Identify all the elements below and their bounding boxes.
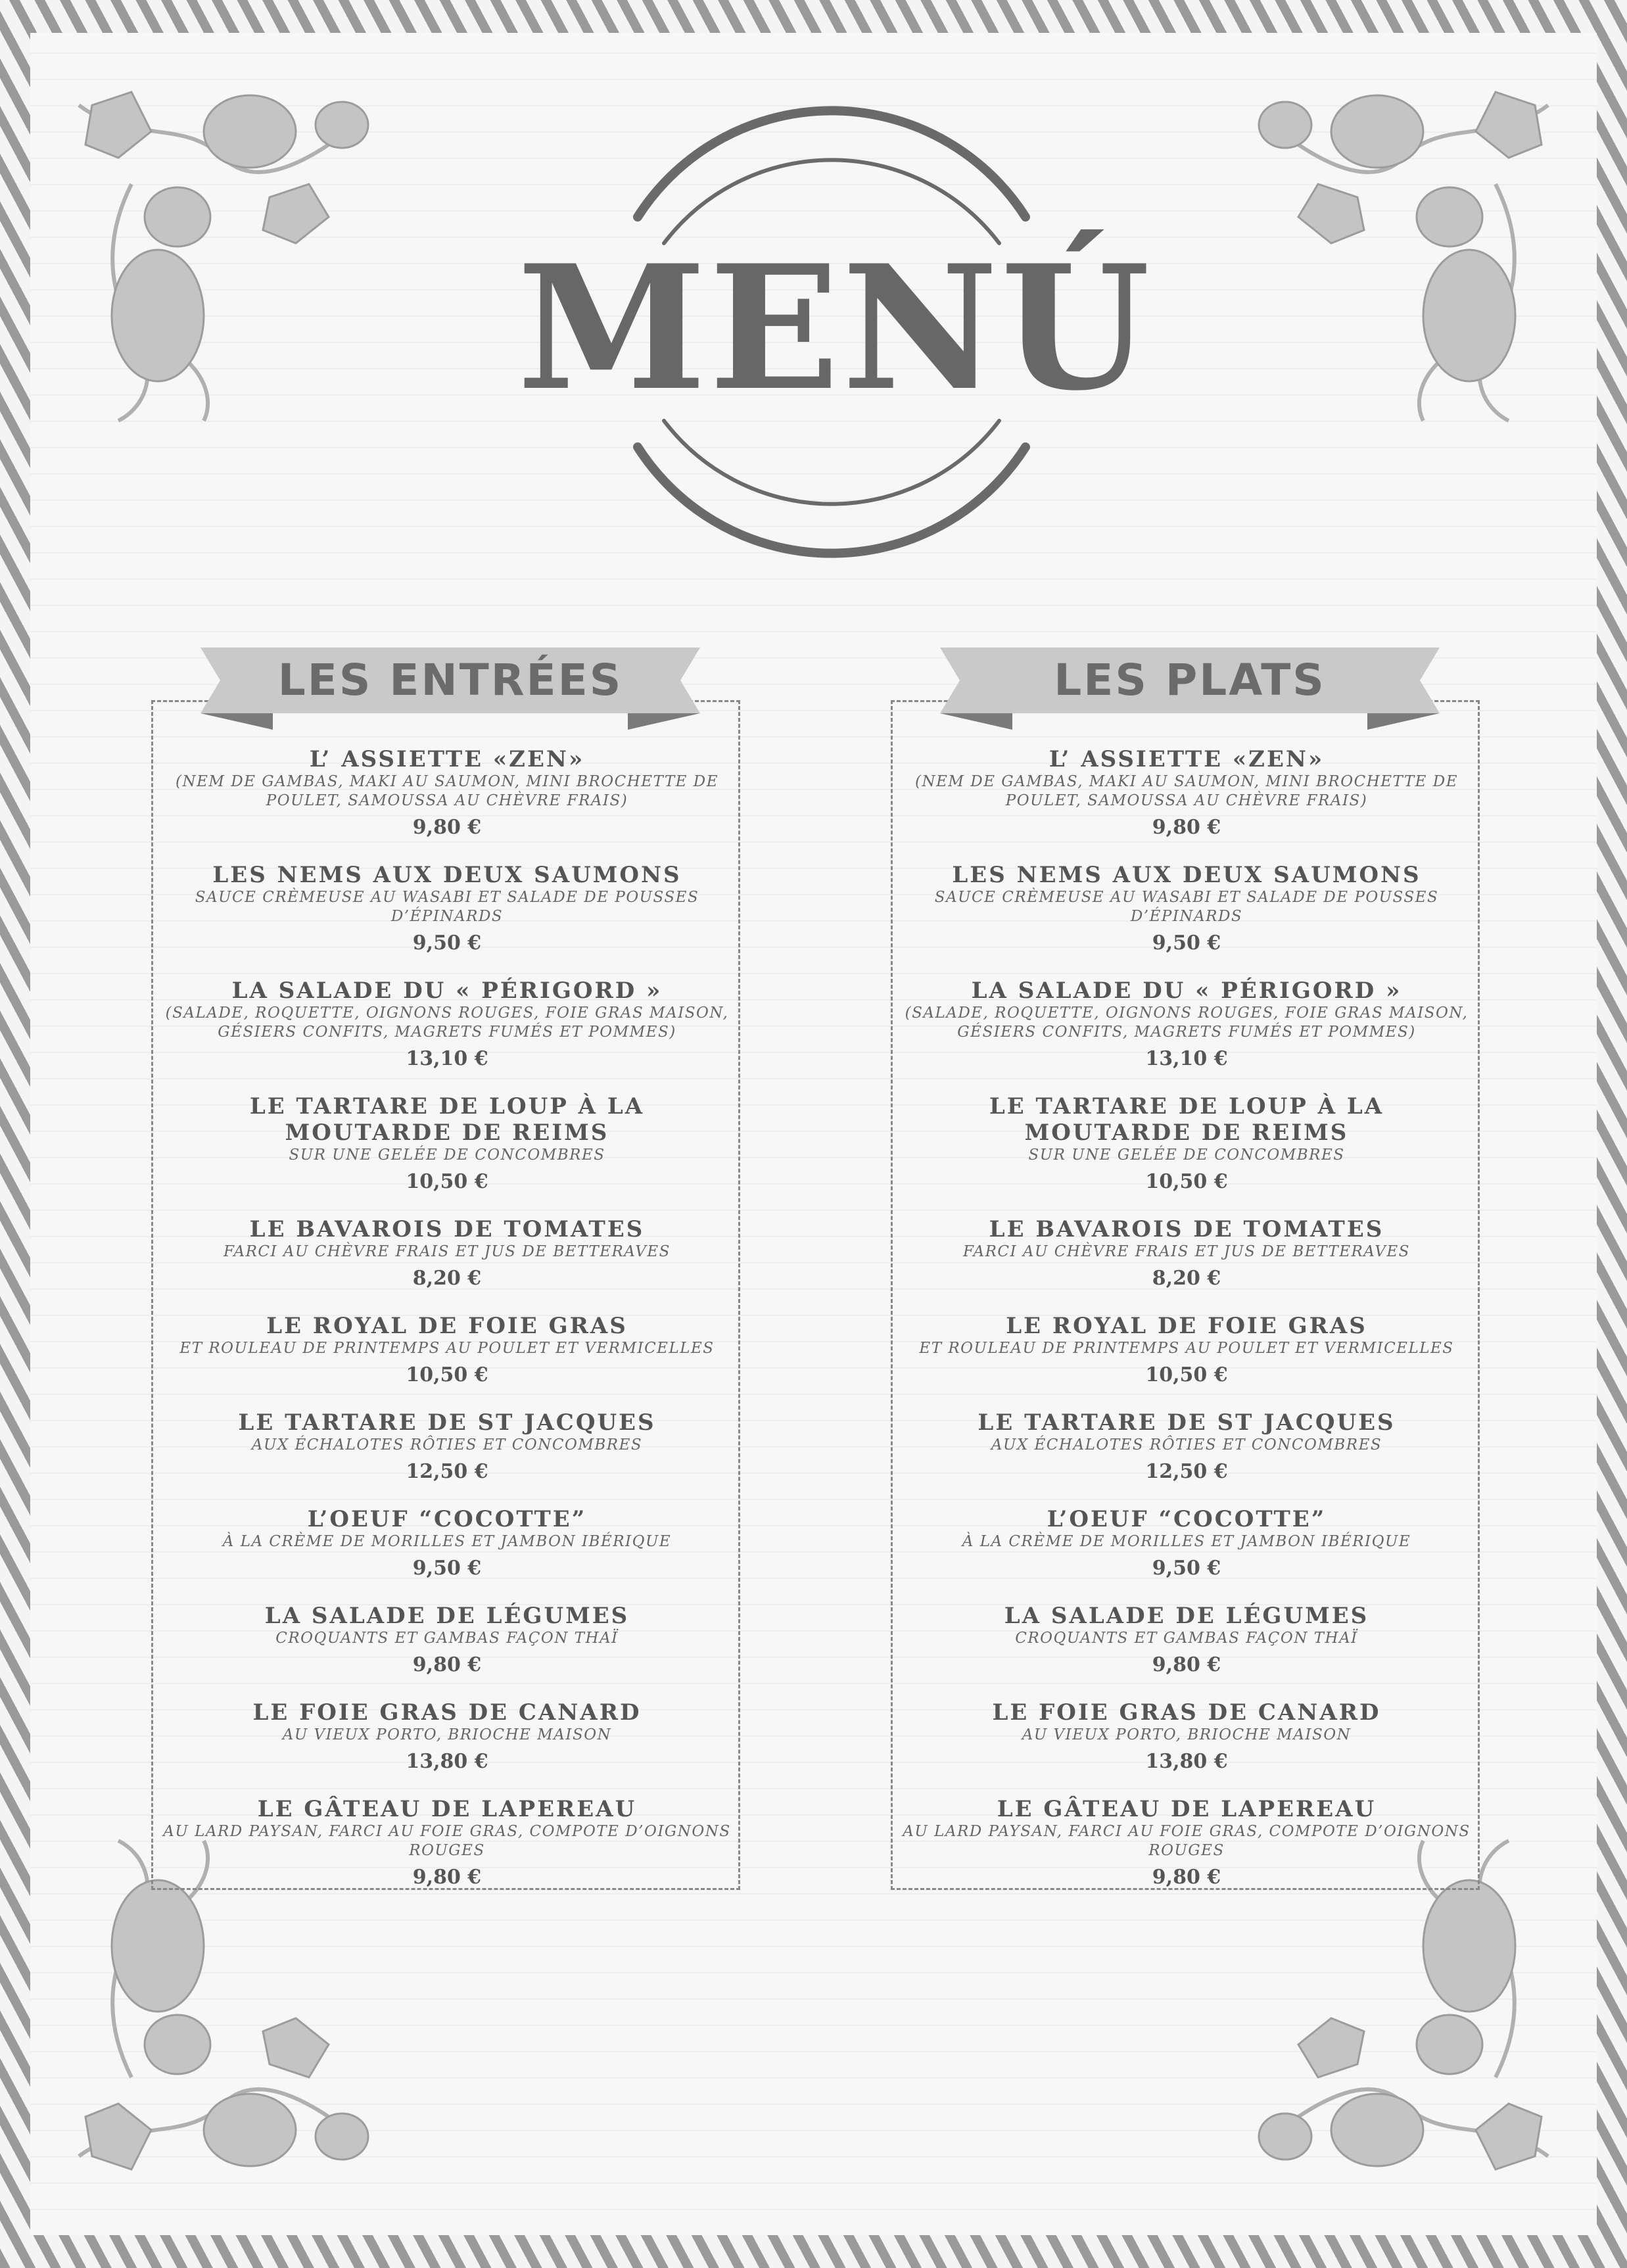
- dish-name: LE BAVAROIS DE TOMATES: [249, 1216, 645, 1242]
- dish-price: 8,20 €: [1152, 1267, 1221, 1290]
- dish-description: FARCI AU CHÈVRE FRAIS ET JUS DE BETTERAVES: [224, 1243, 671, 1260]
- menu-item: [151, 1506, 743, 1583]
- menu-item: [891, 1603, 1482, 1680]
- page-title: MENÚ: [517, 228, 1153, 429]
- dish-name: LE ROYAL DE FOIE GRAS: [266, 1313, 628, 1339]
- dish-name: LE ROYAL DE FOIE GRAS: [1006, 1313, 1367, 1339]
- dish-price: 12,50 €: [1145, 1460, 1228, 1483]
- dish-name: LE GÂTEAU DE LAPEREAU: [997, 1796, 1377, 1822]
- dish-price: 10,50 €: [1145, 1170, 1228, 1193]
- menu-items-list: [891, 746, 1482, 1912]
- menu-item: [891, 978, 1482, 1074]
- dish-description: (SALADE, ROQUETTE, OIGNONS ROUGES, FOIE GRAS MAISON, GÉSIERS CONFITS, MAGRETS FUMÉS ET POMMES): [165, 1004, 729, 1041]
- dish-description: AUX ÉCHALOTES RÔTIES ET CONCOMBRES: [991, 1436, 1382, 1453]
- dish-name: L’ ASSIETTE «ZEN»: [1049, 746, 1325, 772]
- menu-item: [891, 746, 1482, 842]
- dish-price: 9,50 €: [412, 932, 482, 955]
- menu-item: [151, 1409, 743, 1486]
- dish-name: L’OEUF “COCOTTE”: [1047, 1506, 1327, 1532]
- menu-item: [891, 862, 1482, 958]
- dish-description: AU VIEUX PORTO, BRIOCHE MAISON: [1022, 1726, 1352, 1743]
- dish-description: ET ROULEAU DE PRINTEMPS AU POULET ET VERMICELLES: [179, 1340, 715, 1357]
- dish-name: L’ ASSIETTE «ZEN»: [309, 746, 585, 772]
- dish-name: LE GÂTEAU DE LAPEREAU: [257, 1796, 637, 1822]
- dish-description: AU LARD PAYSAN, FARCI AU FOIE GRAS, COMPOTE D’OIGNONS ROUGES: [163, 1823, 731, 1859]
- dish-description: AU LARD PAYSAN, FARCI AU FOIE GRAS, COMPOTE D’OIGNONS ROUGES: [903, 1823, 1471, 1859]
- dish-price: 9,80 €: [1152, 816, 1221, 839]
- dish-price: 12,50 €: [406, 1460, 488, 1483]
- dish-description: SAUCE CRÈMEUSE AU WASABI ET SALADE DE POUSSES D’ÉPINARDS: [195, 889, 699, 925]
- dish-price: 13,80 €: [406, 1750, 488, 1773]
- dish-price: 9,50 €: [1152, 1557, 1221, 1580]
- menu-item: [151, 1603, 743, 1680]
- menu-item: [151, 1093, 743, 1196]
- dish-name: LE FOIE GRAS DE CANARD: [992, 1699, 1381, 1726]
- section-heading: LES PLATS: [1054, 655, 1326, 705]
- dish-price: 13,10 €: [1145, 1047, 1228, 1070]
- dish-description: AU VIEUX PORTO, BRIOCHE MAISON: [282, 1726, 612, 1743]
- dish-description: CROQUANTS ET GAMBAS FAÇON THAÏ: [275, 1630, 619, 1647]
- menu-item: [891, 1796, 1482, 1892]
- menu-item: [891, 1216, 1482, 1293]
- dish-name: LES NEMS AUX DEUX SAUMONS: [212, 862, 682, 888]
- dish-description: FARCI AU CHÈVRE FRAIS ET JUS DE BETTERAVES: [963, 1243, 1410, 1260]
- section-heading: LES ENTRÉES: [277, 655, 623, 705]
- menu-item: [891, 1409, 1482, 1486]
- dish-name: LES NEMS AUX DEUX SAUMONS: [952, 862, 1421, 888]
- dish-name: LA SALADE DU « PÉRIGORD »: [971, 978, 1402, 1004]
- dish-description: SAUCE CRÈMEUSE AU WASABI ET SALADE DE POUSSES D’ÉPINARDS: [934, 889, 1439, 925]
- menu-item: [151, 746, 743, 842]
- dish-description: AUX ÉCHALOTES RÔTIES ET CONCOMBRES: [251, 1436, 643, 1453]
- dish-description: SUR UNE GELÉE DE CONCOMBRES: [1028, 1146, 1345, 1164]
- menu-item: [891, 1313, 1482, 1390]
- dish-description: (NEM DE GAMBAS, MAKI AU SAUMON, MINI BROCHETTE DE POULET, SAMOUSSA AU CHÈVRE FRAIS): [176, 773, 719, 809]
- dish-price: 9,50 €: [412, 1557, 482, 1580]
- dish-name: LE BAVAROIS DE TOMATES: [989, 1216, 1384, 1242]
- menu-item: [891, 1699, 1482, 1776]
- hop-vine-ornament-icon: [1233, 66, 1574, 434]
- dish-price: 13,80 €: [1145, 1750, 1228, 1773]
- dish-name: LE TARTARE DE ST JACQUES: [978, 1409, 1396, 1436]
- dish-description: À LA CRÈME DE MORILLES ET JAMBON IBÉRIQUE: [962, 1533, 1411, 1550]
- dish-price: 10,50 €: [406, 1170, 488, 1193]
- dish-price: 13,10 €: [406, 1047, 488, 1070]
- menu-item: [151, 862, 743, 958]
- dish-price: 8,20 €: [412, 1267, 482, 1290]
- dish-description: CROQUANTS ET GAMBAS FAÇON THAÏ: [1015, 1630, 1358, 1647]
- dish-name: LE TARTARE DE ST JACQUES: [238, 1409, 656, 1436]
- dish-description: À LA CRÈME DE MORILLES ET JAMBON IBÉRIQUE: [222, 1533, 672, 1550]
- dish-price: 9,50 €: [1152, 932, 1221, 955]
- menu-item: [891, 1506, 1482, 1583]
- dish-description: SUR UNE GELÉE DE CONCOMBRES: [289, 1146, 605, 1164]
- dish-name: LE TARTARE DE LOUP À LA MOUTARDE DE REIMS: [989, 1093, 1384, 1146]
- dish-name: LE TARTARE DE LOUP À LA MOUTARDE DE REIMS: [249, 1093, 645, 1146]
- section-plats: [891, 648, 1548, 1910]
- dish-name: LE FOIE GRAS DE CANARD: [252, 1699, 642, 1726]
- dish-name: LA SALADE DE LÉGUMES: [264, 1603, 630, 1629]
- dish-name: LA SALADE DE LÉGUMES: [1004, 1603, 1369, 1629]
- dish-description: ET ROULEAU DE PRINTEMPS AU POULET ET VERMICELLES: [919, 1340, 1454, 1357]
- dish-price: 9,80 €: [412, 1866, 482, 1889]
- menu-items-list: [151, 746, 743, 1912]
- menu-item: [151, 1216, 743, 1293]
- dish-description: (NEM DE GAMBAS, MAKI AU SAUMON, MINI BROCHETTE DE POULET, SAMOUSSA AU CHÈVRE FRAIS): [915, 773, 1458, 809]
- section-entrees: [151, 648, 809, 1910]
- hop-vine-ornament-icon: [53, 66, 394, 434]
- dish-price: 9,80 €: [1152, 1866, 1221, 1889]
- menu-item: [151, 1796, 743, 1892]
- menu-item: [891, 1093, 1482, 1196]
- dish-price: 9,80 €: [1152, 1653, 1221, 1676]
- dish-price: 9,80 €: [412, 816, 482, 839]
- dish-price: 10,50 €: [406, 1363, 488, 1386]
- dish-price: 9,80 €: [412, 1653, 482, 1676]
- menu-item: [151, 1699, 743, 1776]
- dish-name: LA SALADE DU « PÉRIGORD »: [231, 978, 663, 1004]
- dish-description: (SALADE, ROQUETTE, OIGNONS ROUGES, FOIE GRAS MAISON, GÉSIERS CONFITS, MAGRETS FUMÉS ET POMMES): [905, 1004, 1469, 1041]
- dish-name: L’OEUF “COCOTTE”: [307, 1506, 587, 1532]
- menu-item: [151, 1313, 743, 1390]
- dish-price: 10,50 €: [1145, 1363, 1228, 1386]
- menu-item: [151, 978, 743, 1074]
